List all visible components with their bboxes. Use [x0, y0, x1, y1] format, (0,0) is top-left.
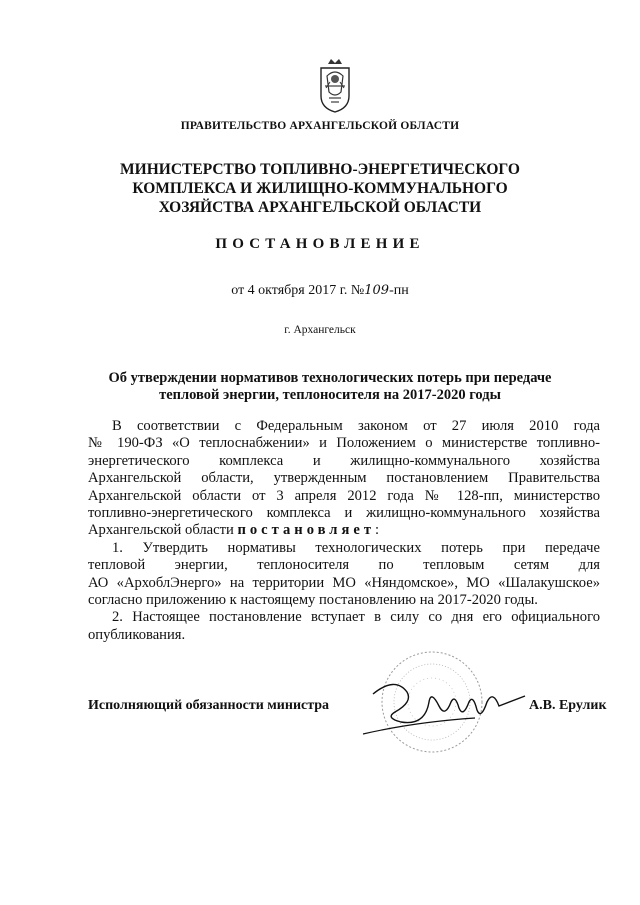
- paragraph-line: Архангельской области от 3 апреля 2012 года № 128-пп, министерство: [88, 487, 600, 504]
- document-subject: [60, 370, 600, 404]
- handwritten-signature: [355, 672, 555, 742]
- paragraph-line: В соответствии с Федеральным законом от 27 июля 2010 года: [112, 418, 600, 434]
- paragraph-line: энергетического комплекса и жилищно-коммунального хозяйства: [88, 452, 600, 469]
- item-line: согласно приложению к настоящему постановлению на 2017-2020 годы.: [88, 591, 538, 608]
- paragraph-line: Архангельской области, утвержденным постановлением Правительства: [88, 470, 600, 487]
- ministry-line: ХОЗЯЙСТВА АРХАНГЕЛЬСКОЙ ОБЛАСТИ: [158, 199, 482, 216]
- coat-of-arms-emblem: [319, 58, 351, 114]
- ministry-name: [0, 160, 640, 217]
- government-name: ПРАВИТЕЛЬСТВО АРХАНГЕЛЬСКОЙ ОБЛАСТИ: [180, 120, 460, 132]
- ministry-line: КОМПЛЕКСА И ЖИЛИЩНО-КОММУНАЛЬНОГО: [132, 180, 508, 197]
- paragraph-line: № 190-ФЗ «О теплоснабжении» и Положением о министерстве топливно-: [88, 435, 600, 452]
- document-date: от 4 октября 2017 г. №: [231, 283, 365, 298]
- subject-line: Об утверждении нормативов технологических потерь при передаче: [108, 370, 552, 386]
- document-date-number: [0, 283, 640, 299]
- item-line: АО «АрхоблЭнерго» на территории МО «Няндомское», МО «Шалакушское»: [88, 574, 600, 591]
- document-type-title: ПОСТАНОВЛЕНИЕ: [215, 236, 425, 252]
- item-line: 1. Утвердить нормативы технологических потерь при передаче: [112, 539, 600, 556]
- paragraph-line: [88, 522, 600, 539]
- document-number-suffix: -пн: [389, 283, 409, 298]
- item-line: тепловой энергии, теплоносителя по тепловым сетям для: [88, 557, 600, 574]
- city-name: г. Архангельск: [284, 324, 356, 336]
- subject-line: тепловой энергии, теплоносителя на 2017-2020 годы: [159, 387, 501, 403]
- document-number: 109: [364, 283, 390, 298]
- item-line: 2. Настоящее постановление вступает в силу со дня его официального: [112, 609, 600, 626]
- signatory-name: А.В. Ерулик: [529, 698, 607, 713]
- paragraph-line: топливно-энергетического комплекса и жилищно-коммунального хозяйства: [88, 504, 600, 521]
- item-line: опубликования.: [88, 626, 186, 643]
- document-body: [88, 418, 600, 644]
- paragraph-text: :: [375, 522, 380, 539]
- ministry-line: МИНИСТЕРСТВО ТОПЛИВНО-ЭНЕРГЕТИЧЕСКОГО: [120, 161, 520, 178]
- decree-keyword: постановляет: [237, 522, 376, 539]
- paragraph-text: Архангельской области: [88, 522, 238, 539]
- signatory-position: Исполняющий обязанности министра: [88, 698, 330, 713]
